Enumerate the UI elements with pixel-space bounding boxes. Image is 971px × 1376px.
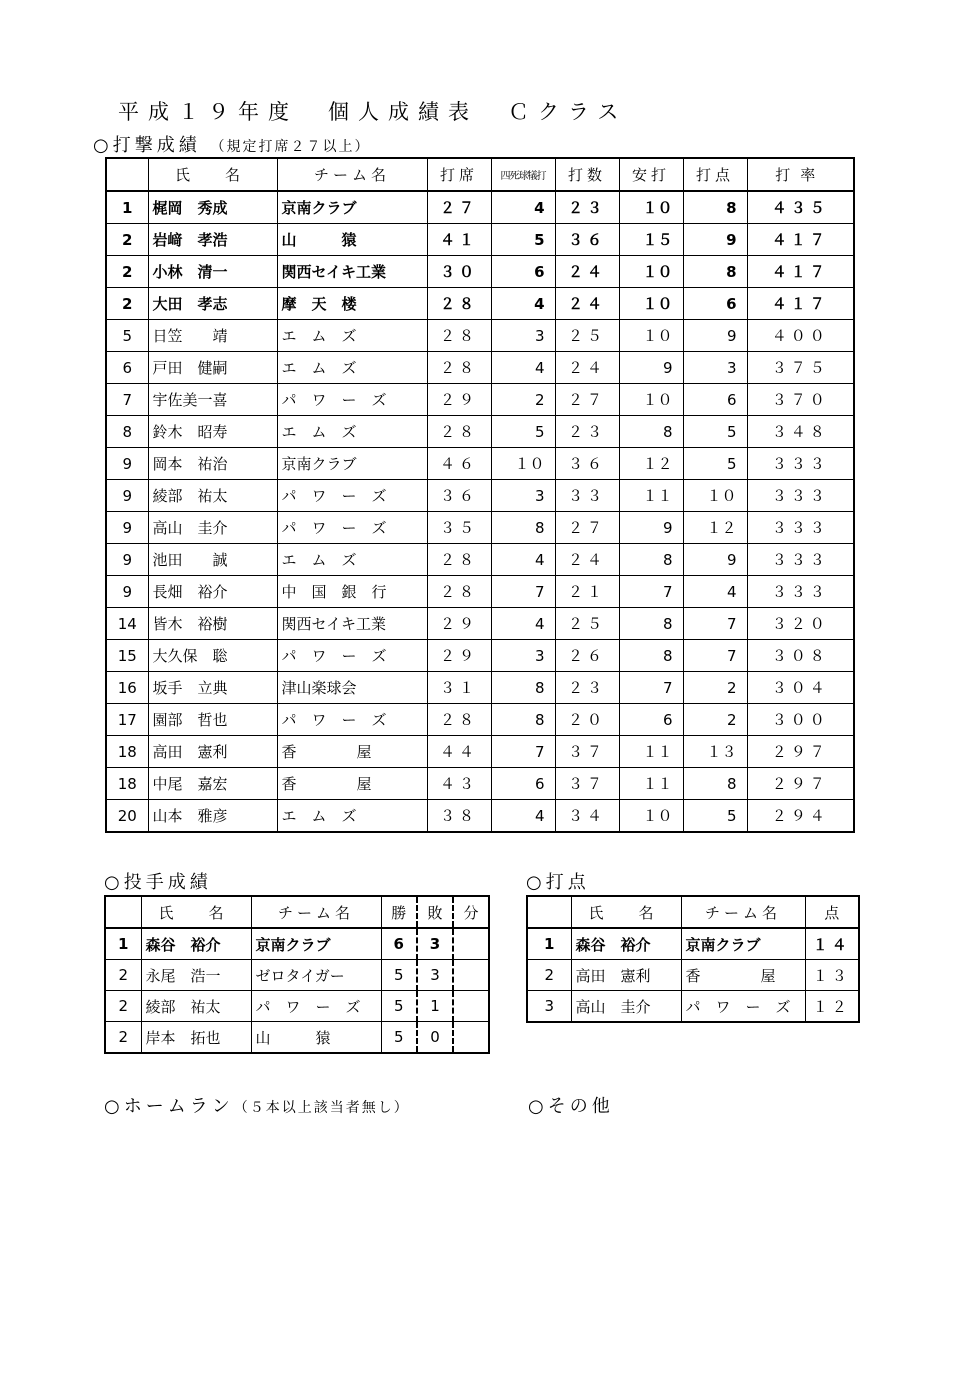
rbi-cell: １０ bbox=[683, 480, 747, 512]
rbi-cell: 2 bbox=[683, 704, 747, 736]
bb-cell: 3 bbox=[491, 320, 555, 352]
bb-cell: 4 bbox=[491, 608, 555, 640]
hits-cell: １１ bbox=[619, 768, 683, 800]
ab-cell: ３７ bbox=[555, 768, 619, 800]
ab-cell: ３４ bbox=[555, 800, 619, 833]
rank-cell: 1 bbox=[527, 928, 571, 960]
bb-cell: 4 bbox=[491, 800, 555, 833]
rank-cell: 16 bbox=[106, 672, 148, 704]
homerun-heading bbox=[104, 1092, 410, 1118]
name-cell: 中尾 嘉宏 bbox=[148, 768, 277, 800]
col-ab: 打数 bbox=[555, 158, 619, 191]
hits-cell: 8 bbox=[619, 608, 683, 640]
bb-cell: 7 bbox=[491, 736, 555, 768]
ab-cell: ２６ bbox=[555, 640, 619, 672]
team-cell: 京南クラブ bbox=[251, 928, 381, 960]
rank-cell: 5 bbox=[106, 320, 148, 352]
col-rbi: 打点 bbox=[683, 158, 747, 191]
bb-cell: 6 bbox=[491, 768, 555, 800]
avg-cell: ２９７ bbox=[747, 768, 854, 800]
pa-cell: ２８ bbox=[427, 576, 491, 608]
rbi-cell: 9 bbox=[683, 544, 747, 576]
table-row bbox=[527, 928, 859, 960]
avg-cell: ２９４ bbox=[747, 800, 854, 833]
table-row bbox=[105, 1022, 489, 1054]
rbi-cell: 9 bbox=[683, 320, 747, 352]
name-cell: 池田 誠 bbox=[148, 544, 277, 576]
pa-cell: ２９ bbox=[427, 384, 491, 416]
table-row bbox=[106, 800, 854, 833]
other-heading: ○その他 bbox=[528, 1096, 614, 1117]
rbi-cell: 5 bbox=[683, 416, 747, 448]
ab-cell: ２５ bbox=[555, 608, 619, 640]
draws-cell bbox=[453, 928, 489, 960]
table-row bbox=[106, 256, 854, 288]
ab-cell: ２４ bbox=[555, 288, 619, 320]
avg-cell: ３７５ bbox=[747, 352, 854, 384]
points-cell: １２ bbox=[805, 991, 859, 1023]
bb-cell: 8 bbox=[491, 672, 555, 704]
draws-cell bbox=[453, 1022, 489, 1054]
name-cell: 森谷 裕介 bbox=[141, 928, 251, 960]
team-cell: パ ワ ー ズ bbox=[681, 991, 805, 1023]
team-cell: 関西セイキ工業 bbox=[277, 608, 427, 640]
rank-cell: 2 bbox=[106, 224, 148, 256]
name-cell: 日笠 靖 bbox=[148, 320, 277, 352]
col-team: チーム名 bbox=[277, 158, 427, 191]
ab-cell: ２０ bbox=[555, 704, 619, 736]
rbi-body bbox=[527, 928, 859, 1022]
rcol-name: 氏 名 bbox=[571, 896, 681, 928]
pitching-body bbox=[105, 928, 489, 1053]
ab-cell: ２４ bbox=[555, 544, 619, 576]
name-cell: 岩﨑 孝浩 bbox=[148, 224, 277, 256]
pitching-header-row bbox=[105, 896, 489, 928]
hits-cell: １２ bbox=[619, 448, 683, 480]
losses-cell: 1 bbox=[417, 991, 453, 1022]
col-bb: 四死球犠打 bbox=[491, 158, 555, 191]
batting-note: （規定打席２７以上） bbox=[210, 139, 371, 155]
hits-cell: 8 bbox=[619, 640, 683, 672]
bb-cell: 3 bbox=[491, 640, 555, 672]
pitching-heading: ○投手成績 bbox=[104, 872, 212, 893]
pitching-table bbox=[104, 895, 490, 1054]
name-cell: 岡本 祐治 bbox=[148, 448, 277, 480]
pa-cell: ４４ bbox=[427, 736, 491, 768]
team-cell: エ ム ズ bbox=[277, 352, 427, 384]
hits-cell: 8 bbox=[619, 544, 683, 576]
ab-cell: ３７ bbox=[555, 736, 619, 768]
losses-cell: 3 bbox=[417, 928, 453, 960]
hits-cell: １０ bbox=[619, 288, 683, 320]
team-cell: 山 猿 bbox=[277, 224, 427, 256]
pa-cell: ２８ bbox=[427, 416, 491, 448]
pa-cell: ２８ bbox=[427, 544, 491, 576]
rbi-cell: １２ bbox=[683, 512, 747, 544]
table-row bbox=[106, 191, 854, 224]
table-row bbox=[106, 608, 854, 640]
hits-cell: 8 bbox=[619, 416, 683, 448]
homerun-note: （５本以上該当者無し） bbox=[233, 1100, 410, 1116]
name-cell: 坂手 立典 bbox=[148, 672, 277, 704]
rank-cell: 2 bbox=[527, 960, 571, 991]
avg-cell: ３３３ bbox=[747, 512, 854, 544]
name-cell: 高田 憲利 bbox=[571, 960, 681, 991]
avg-cell: ３４８ bbox=[747, 416, 854, 448]
name-cell: 綾部 祐太 bbox=[148, 480, 277, 512]
draws-cell bbox=[453, 960, 489, 991]
pa-cell: ３６ bbox=[427, 480, 491, 512]
name-cell: 綾部 祐太 bbox=[141, 991, 251, 1022]
col-avg: 打率 bbox=[747, 158, 854, 191]
rank-cell: 6 bbox=[106, 352, 148, 384]
rank-cell: 3 bbox=[527, 991, 571, 1023]
hits-cell: １０ bbox=[619, 191, 683, 224]
team-cell: 京南クラブ bbox=[681, 928, 805, 960]
pa-cell: ３１ bbox=[427, 672, 491, 704]
avg-cell: ２９７ bbox=[747, 736, 854, 768]
hits-cell: １１ bbox=[619, 736, 683, 768]
rank-cell: 1 bbox=[105, 928, 141, 960]
rank-cell: 9 bbox=[106, 544, 148, 576]
team-cell: パ ワ ー ズ bbox=[277, 384, 427, 416]
team-cell: 京南クラブ bbox=[277, 448, 427, 480]
bb-cell: 3 bbox=[491, 480, 555, 512]
table-row bbox=[106, 512, 854, 544]
rank-cell: 2 bbox=[105, 1022, 141, 1054]
team-cell: 香 屋 bbox=[277, 736, 427, 768]
losses-cell: 3 bbox=[417, 960, 453, 991]
name-cell: 長畑 裕介 bbox=[148, 576, 277, 608]
batting-header-row bbox=[106, 158, 854, 191]
rank-cell: 2 bbox=[106, 256, 148, 288]
rank-cell: 9 bbox=[106, 448, 148, 480]
team-cell: 津山楽球会 bbox=[277, 672, 427, 704]
col-rank bbox=[106, 158, 148, 191]
team-cell: エ ム ズ bbox=[277, 416, 427, 448]
pcol-name: 氏 名 bbox=[141, 896, 251, 928]
rbi-cell: 8 bbox=[683, 256, 747, 288]
rbi-cell: １３ bbox=[683, 736, 747, 768]
table-row bbox=[106, 768, 854, 800]
rank-cell: 18 bbox=[106, 736, 148, 768]
hits-cell: 9 bbox=[619, 512, 683, 544]
team-cell: パ ワ ー ズ bbox=[277, 704, 427, 736]
rank-cell: 9 bbox=[106, 576, 148, 608]
name-cell: 高山 圭介 bbox=[571, 991, 681, 1023]
avg-cell: ３０４ bbox=[747, 672, 854, 704]
team-cell: パ ワ ー ズ bbox=[251, 991, 381, 1022]
avg-cell: ３００ bbox=[747, 704, 854, 736]
wins-cell: 5 bbox=[381, 1022, 417, 1054]
rbi-cell: 8 bbox=[683, 768, 747, 800]
rbi-header-row bbox=[527, 896, 859, 928]
rbi-heading: ○打点 bbox=[526, 872, 590, 893]
draws-cell bbox=[453, 991, 489, 1022]
table-row bbox=[106, 352, 854, 384]
name-cell: 戸田 健嗣 bbox=[148, 352, 277, 384]
rank-cell: 9 bbox=[106, 480, 148, 512]
team-cell: 香 屋 bbox=[277, 768, 427, 800]
rank-cell: 2 bbox=[105, 960, 141, 991]
pcol-draw: 分 bbox=[453, 896, 489, 928]
ab-cell: ２７ bbox=[555, 512, 619, 544]
name-cell: 梶岡 秀成 bbox=[148, 191, 277, 224]
bb-cell: １０ bbox=[491, 448, 555, 480]
table-row bbox=[105, 960, 489, 991]
name-cell: 森谷 裕介 bbox=[571, 928, 681, 960]
rbi-cell: 8 bbox=[683, 191, 747, 224]
avg-cell: ４１７ bbox=[747, 288, 854, 320]
team-cell: エ ム ズ bbox=[277, 800, 427, 833]
ab-cell: ２１ bbox=[555, 576, 619, 608]
rbi-cell: 7 bbox=[683, 608, 747, 640]
col-pa: 打席 bbox=[427, 158, 491, 191]
ab-cell: ３３ bbox=[555, 480, 619, 512]
team-cell: ゼロタイガー bbox=[251, 960, 381, 991]
table-row bbox=[527, 960, 859, 991]
table-row bbox=[527, 991, 859, 1023]
hits-cell: １１ bbox=[619, 480, 683, 512]
ab-cell: ２７ bbox=[555, 384, 619, 416]
table-row bbox=[106, 448, 854, 480]
hits-cell: １５ bbox=[619, 224, 683, 256]
avg-cell: ４１７ bbox=[747, 256, 854, 288]
table-row bbox=[106, 384, 854, 416]
avg-cell: ４００ bbox=[747, 320, 854, 352]
team-cell: 山 猿 bbox=[251, 1022, 381, 1054]
page-title: 平成１９年度 個人成績表 Ｃクラス bbox=[118, 100, 628, 124]
ab-cell: ２４ bbox=[555, 256, 619, 288]
name-cell: 永尾 浩一 bbox=[141, 960, 251, 991]
points-cell: １４ bbox=[805, 928, 859, 960]
avg-cell: ３３３ bbox=[747, 480, 854, 512]
rcol-rank bbox=[527, 896, 571, 928]
table-row bbox=[106, 288, 854, 320]
col-hits: 安打 bbox=[619, 158, 683, 191]
rbi-cell: 6 bbox=[683, 288, 747, 320]
table-row bbox=[106, 640, 854, 672]
hits-cell: １０ bbox=[619, 384, 683, 416]
team-cell: 摩 天 楼 bbox=[277, 288, 427, 320]
avg-cell: ３３３ bbox=[747, 544, 854, 576]
avg-cell: ３７０ bbox=[747, 384, 854, 416]
table-row bbox=[105, 991, 489, 1022]
bb-cell: 8 bbox=[491, 704, 555, 736]
bb-cell: 4 bbox=[491, 288, 555, 320]
batting-heading-text: ○打撃成績 bbox=[93, 135, 201, 156]
wins-cell: 5 bbox=[381, 991, 417, 1022]
name-cell: 園部 哲也 bbox=[148, 704, 277, 736]
team-cell: 香 屋 bbox=[681, 960, 805, 991]
bb-cell: 4 bbox=[491, 191, 555, 224]
wins-cell: 5 bbox=[381, 960, 417, 991]
table-row bbox=[106, 704, 854, 736]
pcol-rank bbox=[105, 896, 141, 928]
avg-cell: ３２０ bbox=[747, 608, 854, 640]
team-cell: パ ワ ー ズ bbox=[277, 480, 427, 512]
pa-cell: ３８ bbox=[427, 800, 491, 833]
name-cell: 宇佐美一喜 bbox=[148, 384, 277, 416]
ab-cell: ２３ bbox=[555, 416, 619, 448]
pa-cell: ２８ bbox=[427, 352, 491, 384]
losses-cell: 0 bbox=[417, 1022, 453, 1054]
name-cell: 山本 雅彦 bbox=[148, 800, 277, 833]
table-row bbox=[106, 320, 854, 352]
pa-cell: ２８ bbox=[427, 704, 491, 736]
batting-table bbox=[105, 157, 855, 833]
team-cell: パ ワ ー ズ bbox=[277, 512, 427, 544]
rank-cell: 2 bbox=[106, 288, 148, 320]
team-cell: エ ム ズ bbox=[277, 320, 427, 352]
rbi-cell: 2 bbox=[683, 672, 747, 704]
points-cell: １３ bbox=[805, 960, 859, 991]
name-cell: 皆木 裕樹 bbox=[148, 608, 277, 640]
rank-cell: 1 bbox=[106, 191, 148, 224]
team-cell: 中 国 銀 行 bbox=[277, 576, 427, 608]
table-row bbox=[106, 416, 854, 448]
rbi-cell: 3 bbox=[683, 352, 747, 384]
name-cell: 高田 憲利 bbox=[148, 736, 277, 768]
table-row bbox=[106, 736, 854, 768]
rank-cell: 20 bbox=[106, 800, 148, 833]
wins-cell: 6 bbox=[381, 928, 417, 960]
team-cell: 京南クラブ bbox=[277, 191, 427, 224]
bb-cell: 7 bbox=[491, 576, 555, 608]
rank-cell: 14 bbox=[106, 608, 148, 640]
hits-cell: １０ bbox=[619, 800, 683, 833]
bb-cell: 5 bbox=[491, 416, 555, 448]
batting-heading bbox=[93, 131, 370, 157]
avg-cell: ４３５ bbox=[747, 191, 854, 224]
rank-cell: 17 bbox=[106, 704, 148, 736]
bb-cell: 5 bbox=[491, 224, 555, 256]
rank-cell: 2 bbox=[105, 991, 141, 1022]
team-cell: 関西セイキ工業 bbox=[277, 256, 427, 288]
hits-cell: 7 bbox=[619, 576, 683, 608]
homerun-heading-text: ○ホームラン bbox=[104, 1096, 234, 1117]
ab-cell: ３６ bbox=[555, 224, 619, 256]
name-cell: 大久保 聡 bbox=[148, 640, 277, 672]
rank-cell: 7 bbox=[106, 384, 148, 416]
col-name: 氏 名 bbox=[148, 158, 277, 191]
rank-cell: 15 bbox=[106, 640, 148, 672]
table-row bbox=[105, 928, 489, 960]
table-row bbox=[106, 576, 854, 608]
name-cell: 岸本 拓也 bbox=[141, 1022, 251, 1054]
pcol-loss: 敗 bbox=[417, 896, 453, 928]
pcol-team: チーム名 bbox=[251, 896, 381, 928]
hits-cell: 9 bbox=[619, 352, 683, 384]
rbi-table bbox=[526, 895, 860, 1023]
bb-cell: 6 bbox=[491, 256, 555, 288]
rank-cell: 18 bbox=[106, 768, 148, 800]
rbi-cell: 7 bbox=[683, 640, 747, 672]
table-row bbox=[106, 224, 854, 256]
batting-body bbox=[106, 191, 854, 832]
name-cell: 小林 清一 bbox=[148, 256, 277, 288]
ab-cell: ２３ bbox=[555, 191, 619, 224]
rbi-cell: 5 bbox=[683, 448, 747, 480]
pa-cell: ２９ bbox=[427, 640, 491, 672]
rbi-cell: 9 bbox=[683, 224, 747, 256]
avg-cell: ３３３ bbox=[747, 448, 854, 480]
rank-cell: 8 bbox=[106, 416, 148, 448]
rbi-cell: 5 bbox=[683, 800, 747, 833]
ab-cell: ２５ bbox=[555, 320, 619, 352]
rcol-team: チーム名 bbox=[681, 896, 805, 928]
bb-cell: 8 bbox=[491, 512, 555, 544]
pa-cell: ３５ bbox=[427, 512, 491, 544]
pa-cell: ２８ bbox=[427, 288, 491, 320]
hits-cell: 7 bbox=[619, 672, 683, 704]
avg-cell: ３３３ bbox=[747, 576, 854, 608]
rank-cell: 9 bbox=[106, 512, 148, 544]
table-row bbox=[106, 544, 854, 576]
avg-cell: ３０８ bbox=[747, 640, 854, 672]
rbi-cell: 4 bbox=[683, 576, 747, 608]
team-cell: エ ム ズ bbox=[277, 544, 427, 576]
name-cell: 鈴木 昭寿 bbox=[148, 416, 277, 448]
rcol-points: 点 bbox=[805, 896, 859, 928]
hits-cell: １０ bbox=[619, 256, 683, 288]
table-row bbox=[106, 480, 854, 512]
team-cell: パ ワ ー ズ bbox=[277, 640, 427, 672]
rbi-cell: 6 bbox=[683, 384, 747, 416]
bb-cell: 2 bbox=[491, 384, 555, 416]
avg-cell: ４１７ bbox=[747, 224, 854, 256]
pa-cell: ２７ bbox=[427, 191, 491, 224]
ab-cell: ３６ bbox=[555, 448, 619, 480]
hits-cell: 6 bbox=[619, 704, 683, 736]
ab-cell: ２４ bbox=[555, 352, 619, 384]
table-row bbox=[106, 672, 854, 704]
pcol-win: 勝 bbox=[381, 896, 417, 928]
name-cell: 大田 孝志 bbox=[148, 288, 277, 320]
name-cell: 高山 圭介 bbox=[148, 512, 277, 544]
bb-cell: 4 bbox=[491, 544, 555, 576]
bb-cell: 4 bbox=[491, 352, 555, 384]
pa-cell: ４６ bbox=[427, 448, 491, 480]
pa-cell: ４１ bbox=[427, 224, 491, 256]
pa-cell: ２９ bbox=[427, 608, 491, 640]
ab-cell: ２３ bbox=[555, 672, 619, 704]
hits-cell: １０ bbox=[619, 320, 683, 352]
pa-cell: ２８ bbox=[427, 320, 491, 352]
pa-cell: ３０ bbox=[427, 256, 491, 288]
pa-cell: ４３ bbox=[427, 768, 491, 800]
